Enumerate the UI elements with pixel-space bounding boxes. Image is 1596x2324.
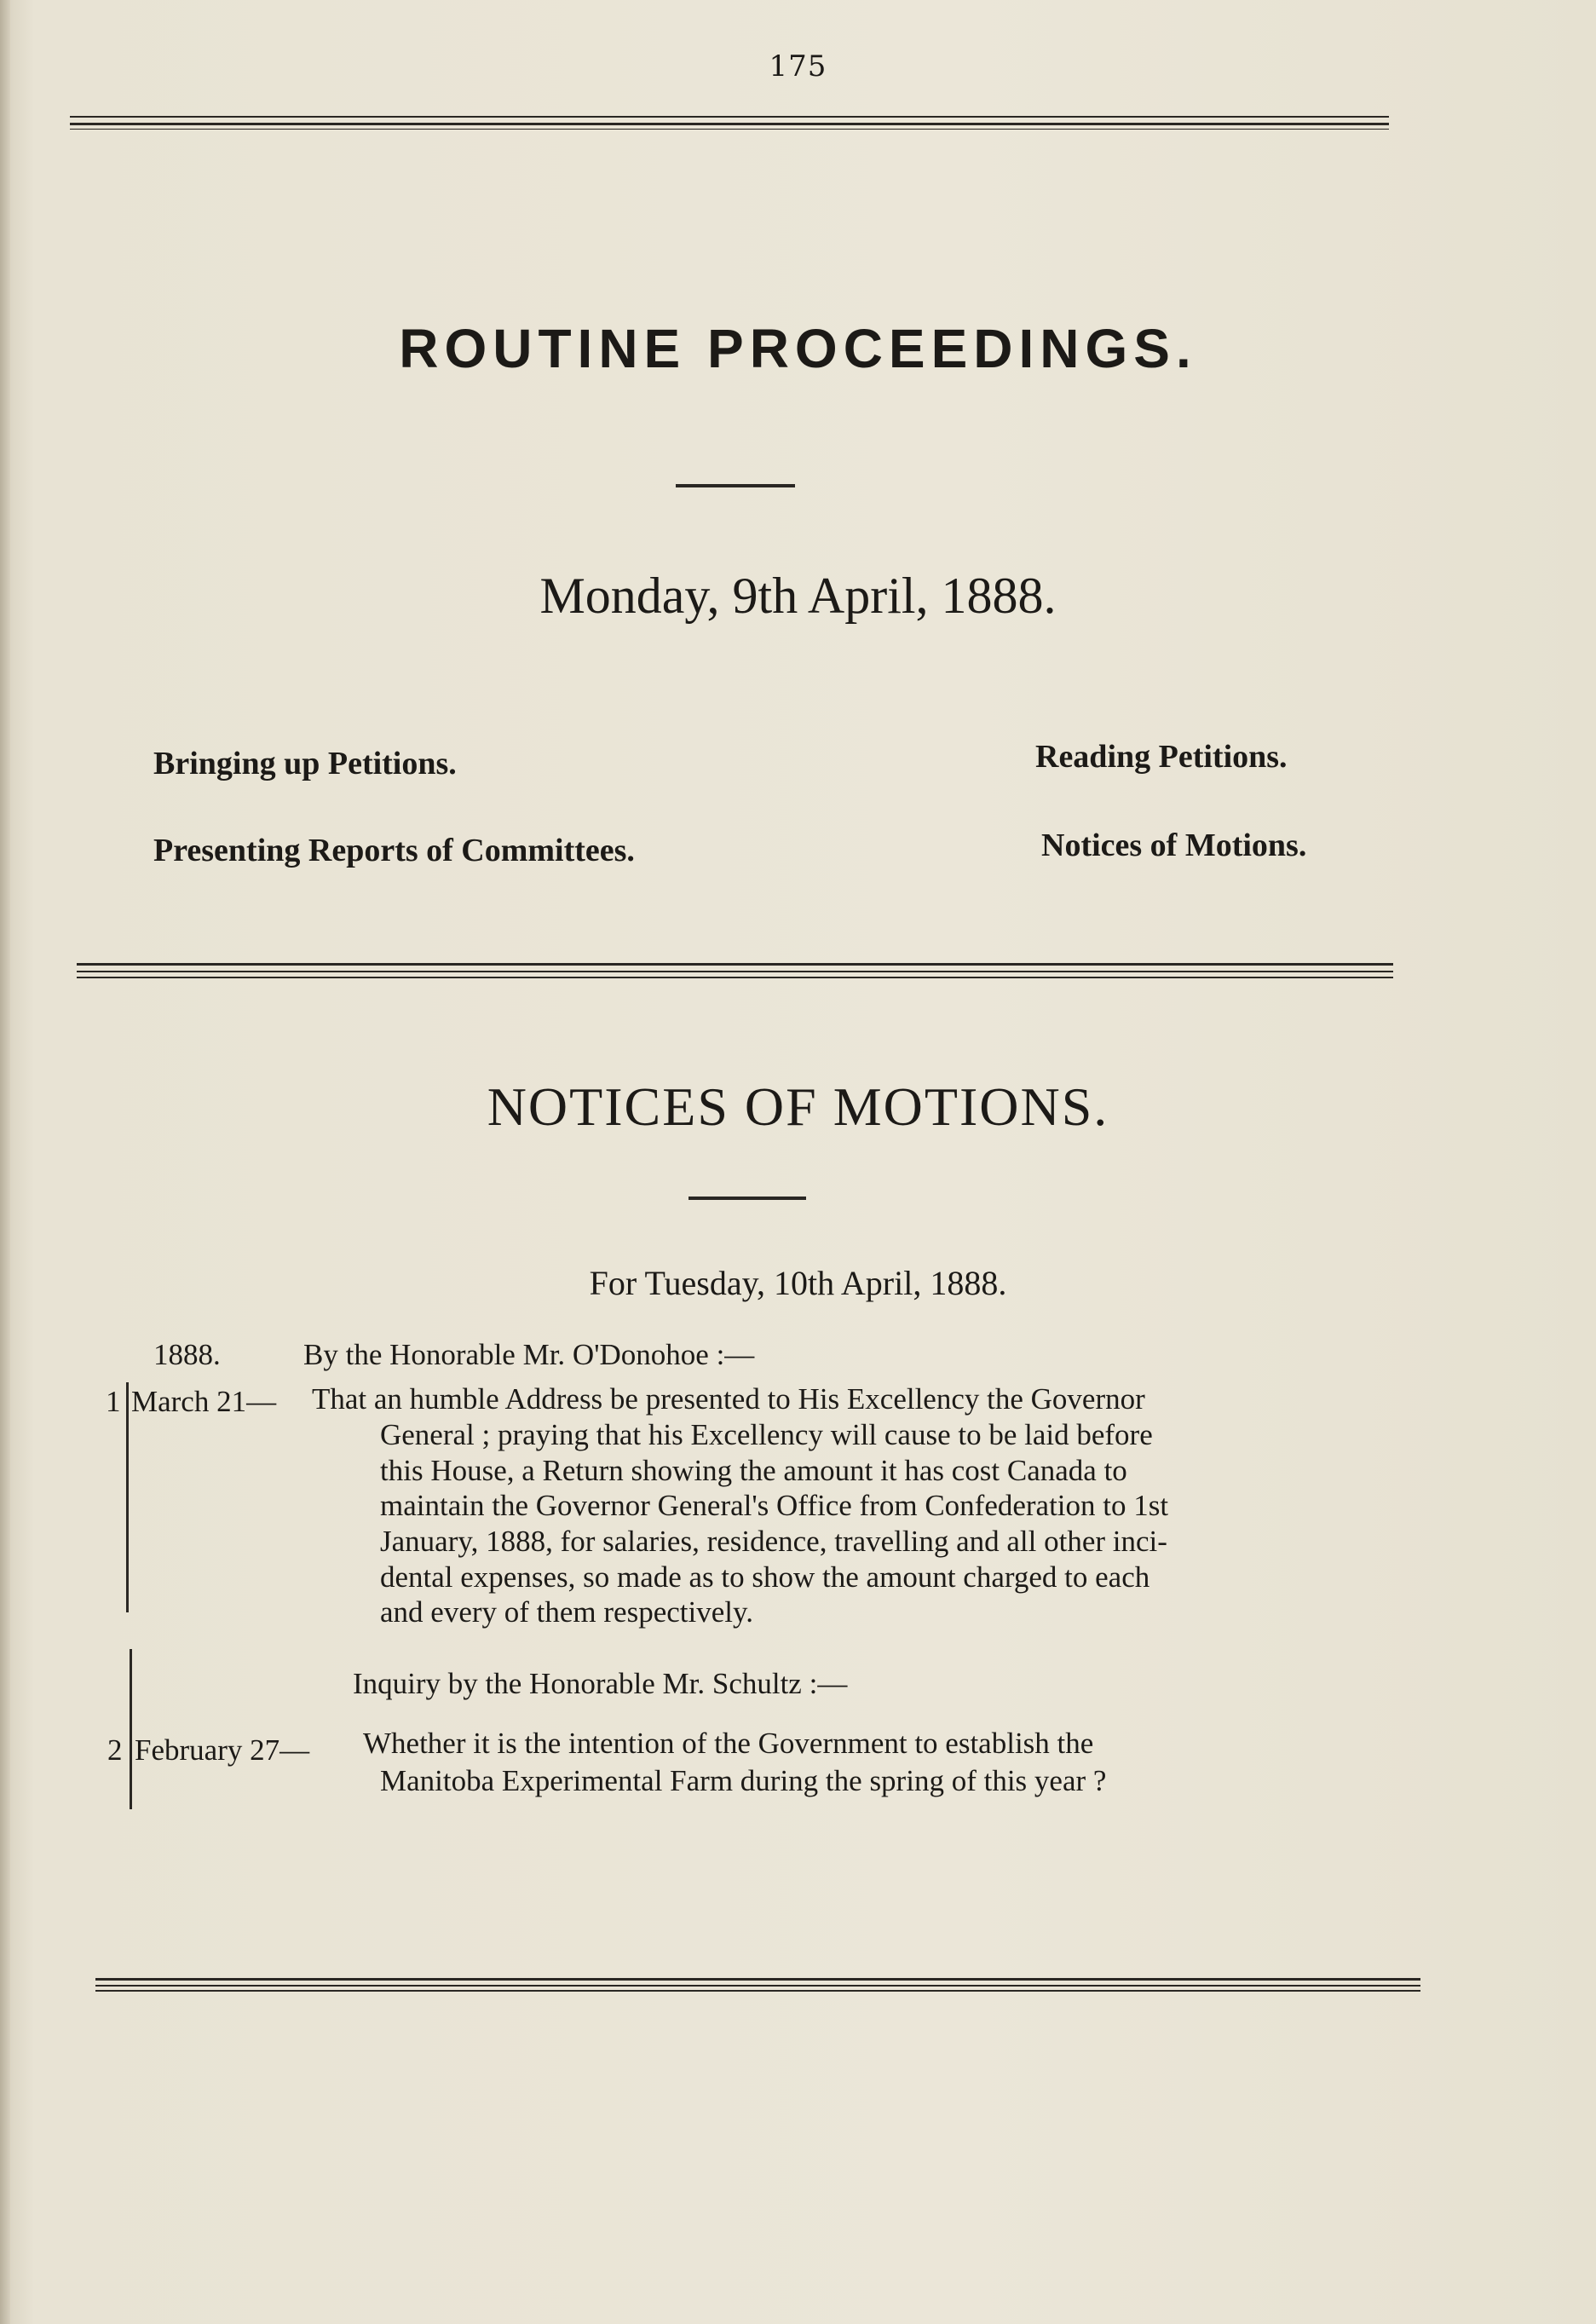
heading-short-rule — [676, 484, 795, 487]
notices-of-motions-heading: NOTICES OF MOTIONS. — [487, 1076, 1109, 1137]
notices-year: 1888. — [153, 1338, 221, 1371]
motion1-margin-bar — [126, 1382, 129, 1612]
motion1-text-line: maintain the Governor General's Office from Confederation to 1st — [380, 1489, 1169, 1522]
motion1-number: 1 — [106, 1385, 121, 1418]
motion2-date: February 27— — [135, 1733, 310, 1767]
notices-short-rule — [689, 1197, 806, 1200]
motion2-text-line: Manitoba Experimental Farm during the spring of this year ? — [380, 1764, 1107, 1797]
bottom-double-rule — [95, 1977, 1420, 1992]
page-number: 175 — [769, 49, 827, 84]
motion1-text-line: and every of them respectively. — [380, 1595, 753, 1629]
motion1-date: March 21— — [131, 1385, 277, 1418]
motion1-text-line: this House, a Return showing the amount it has cost Canada to — [380, 1454, 1127, 1487]
motion2-number: 2 — [107, 1733, 123, 1767]
middle-double-rule — [77, 961, 1393, 978]
motion1-mover: By the Honorable Mr. O'Donohoe :— — [303, 1338, 755, 1371]
motion1-text-line: dental expenses, so made as to show the amount charged to each — [380, 1560, 1150, 1594]
notices-for-date: For Tuesday, 10th April, 1888. — [589, 1264, 1007, 1302]
top-double-rule — [70, 114, 1389, 130]
motion1-text-line: That an humble Address be presented to His Excellency the Governor — [312, 1382, 1145, 1416]
motion2-text-line: Whether it is the intention of the Government to establish the — [363, 1727, 1094, 1760]
routine-item-presenting-reports: Presenting Reports of Committees. — [153, 833, 635, 868]
routine-item-reading-petitions: Reading Petitions. — [1035, 739, 1288, 775]
sitting-date: Monday, 9th April, 1888. — [539, 568, 1057, 624]
routine-item-notices-of-motions: Notices of Motions. — [1041, 828, 1307, 863]
routine-proceedings-heading: ROUTINE PROCEEDINGS. — [399, 318, 1197, 379]
motion1-text-line: General ; praying that his Excellency will cause to be laid before — [380, 1418, 1153, 1451]
routine-item-bringing-up-petitions: Bringing up Petitions. — [153, 746, 457, 781]
motion2-mover: Inquiry by the Honorable Mr. Schultz :— — [353, 1667, 848, 1700]
motion2-margin-bar — [130, 1649, 132, 1809]
motion1-text-line: January, 1888, for salaries, residence, travelling and all other inci- — [380, 1525, 1167, 1558]
